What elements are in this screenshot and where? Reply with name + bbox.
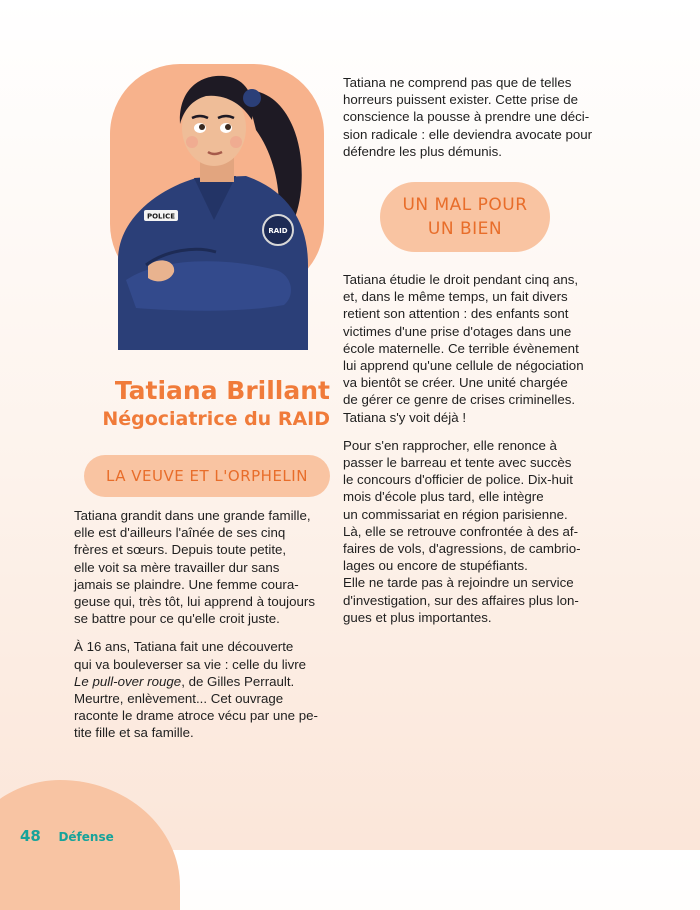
person-role: Négociatrice du RAID [102, 408, 330, 430]
decorative-blob [0, 780, 180, 910]
book-title: Le pull-over rouge [74, 673, 182, 689]
paragraph: Tatiana grandit dans une grande famille, elle est d'ailleurs l'aînée de ses cinq frères et sœurs. Depuis toute petite, elle voit sa mère travailler dur sans jamais se plaindre. Une femme coura- geuse qui, très tôt, lui apprend à toujours se battre pour ce qu'elle croit juste. [74, 508, 315, 627]
paragraph: À 16 ans, Tatiana fait une découverte qui va bouleverser sa vie : celle du livre Le pull-over rouge, de Gilles Perrault. Meurtre, enlèvement... Cet ouvrage raconte le drame atroce vécu par une pe- tite fille et sa famille. [74, 639, 318, 741]
section-name: Défense [58, 830, 114, 844]
person-heading [60, 376, 330, 432]
police-badge-text: POLICE [146, 212, 176, 221]
paragraph: Pour s'en rapprocher, elle renonce à passer le barreau et tente avec succès le concours d'officier de police. Dix-huit mois d'école plus tard, elle intègre un commissariat en région parisienne. Là, elle se retrouve confrontée à des af- faires de vols, d'agressions, de cambrio- lages ou encore de stupéfiants. Elle ne tarde pas à rejoindre un service d'investigation, sur des affaires plus lon- gues et plus importantes. [343, 437, 581, 625]
page-footer [20, 826, 114, 845]
section-heading-left: LA VEUVE ET L'ORPHELIN [84, 455, 330, 497]
paragraph: Tatiana étudie le droit pendant cinq ans, et, dans le même temps, un fait divers retient son attention : des enfants sont victimes d'une prise d'otages dans une école maternelle. Ce terrible évènement lui apprend qu'une cellule de négociation va bientôt se créer. Une unité chargée de gérer ce genre de crises criminelles. Tatiana s'y voit déjà ! [343, 272, 584, 425]
hair-tie [243, 89, 261, 107]
right-column-intro [343, 74, 605, 171]
raid-patch-text: RAID [268, 227, 288, 235]
paragraph: Tatiana ne comprend pas que de telles horreurs puissent exister. Cette prise de conscience la pousse à prendre une déci- sion radicale : elle deviendra avocate pour défendre les plus démunis. [343, 75, 593, 159]
person-name: Tatiana Brillant [114, 376, 330, 405]
portrait-illustration [96, 50, 330, 350]
left-column-text [74, 507, 336, 753]
right-column-text [343, 271, 605, 637]
page-number: 48 [20, 827, 41, 845]
section-heading-right: UN MAL POUR UN BIEN [380, 182, 550, 252]
